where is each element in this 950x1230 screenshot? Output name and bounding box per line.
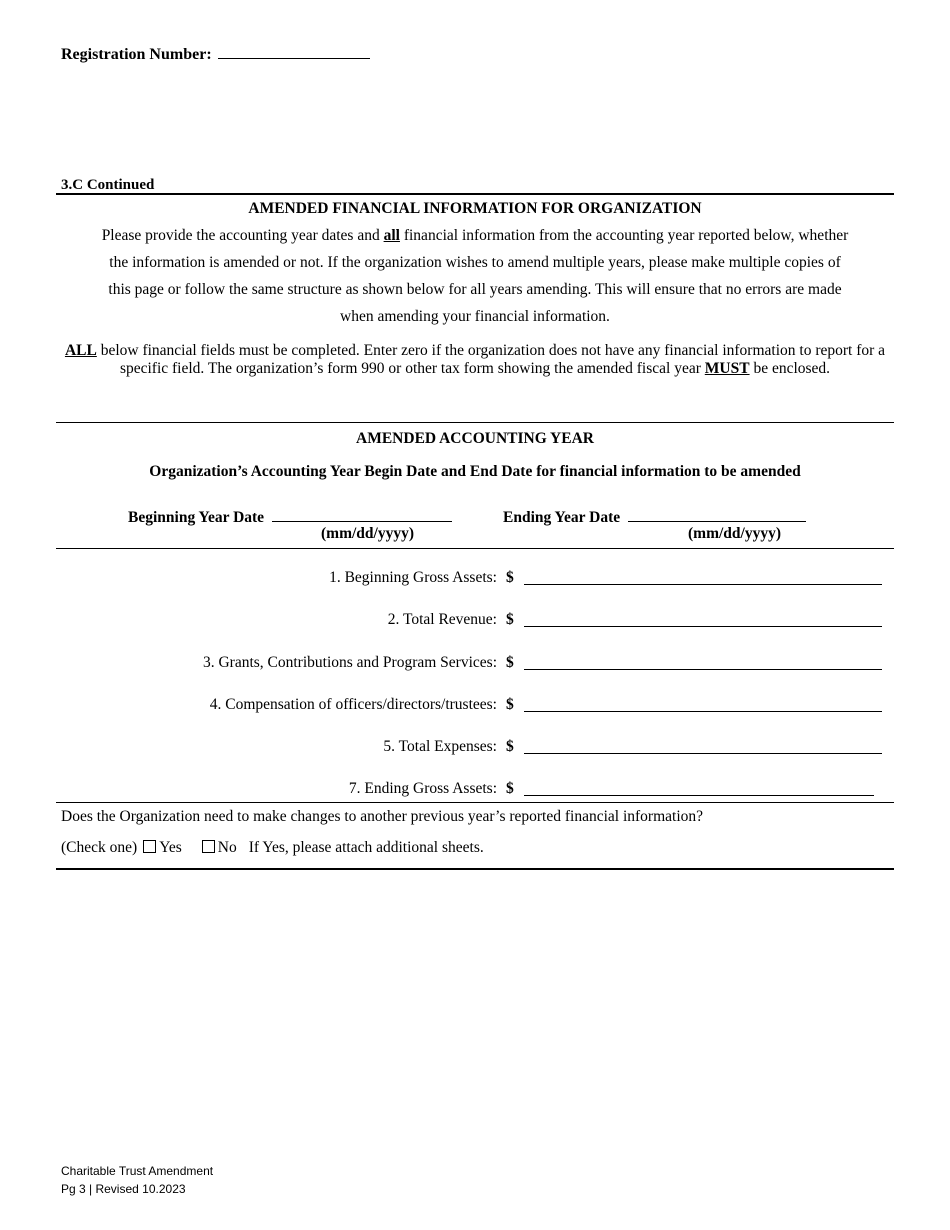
footer-form-name: Charitable Trust Amendment bbox=[61, 1164, 214, 1178]
divider-top bbox=[56, 193, 894, 195]
beginning-date-format: (mm/dd/yyyy) bbox=[321, 525, 414, 542]
yes-checkbox[interactable] bbox=[143, 840, 156, 853]
field-label-compensation: 4. Compensation of officers/directors/trustees: bbox=[209, 696, 497, 713]
dollar-sign: $ bbox=[506, 696, 514, 713]
no-checkbox[interactable] bbox=[202, 840, 215, 853]
dollar-sign: $ bbox=[506, 738, 514, 755]
ending-year-date-row bbox=[503, 507, 806, 527]
dollar-sign: $ bbox=[506, 780, 514, 797]
divider-accounting-year bbox=[56, 422, 894, 423]
field-label-beginning-gross-assets: 1. Beginning Gross Assets: bbox=[329, 569, 497, 586]
dollar-sign: $ bbox=[506, 611, 514, 628]
ending-date-format: (mm/dd/yyyy) bbox=[688, 525, 781, 542]
divider-bottom bbox=[56, 868, 894, 870]
accounting-year-subtitle: Organization’s Accounting Year Begin Date and End Date for financial information to be amended bbox=[149, 463, 801, 480]
section-label: 3.C Continued bbox=[61, 177, 155, 193]
compensation-field[interactable] bbox=[524, 711, 882, 712]
financial-info-title: AMENDED FINANCIAL INFORMATION FOR ORGANIZATION bbox=[248, 200, 702, 217]
ending-year-date-label: Ending Year Date bbox=[503, 509, 621, 526]
attach-instruction: If Yes, please attach additional sheets. bbox=[248, 839, 484, 856]
registration-number-label: Registration Number: bbox=[61, 46, 212, 63]
beginning-year-date-label: Beginning Year Date bbox=[128, 509, 265, 526]
registration-number-field[interactable] bbox=[218, 44, 370, 59]
beginning-year-date-field[interactable] bbox=[272, 507, 452, 522]
check-one-label: (Check one) bbox=[61, 839, 138, 856]
field-label-ending-gross-assets: 7. Ending Gross Assets: bbox=[348, 780, 497, 797]
field-label-total-expenses: 5. Total Expenses: bbox=[383, 738, 497, 755]
total-expenses-field[interactable] bbox=[524, 753, 882, 754]
field-label-grants-contributions: 3. Grants, Contributions and Program Services: bbox=[202, 654, 497, 671]
registration-number-row bbox=[61, 44, 370, 64]
beginning-gross-assets-field[interactable] bbox=[524, 584, 882, 585]
yes-label: Yes bbox=[159, 839, 182, 856]
divider-question bbox=[56, 802, 894, 803]
requirements-note: ALL below financial fields must be completed. Enter zero if the organization does not have any financial information to report for a specific field. The organization’s form 990 or other tax form showing the amended fiscal year MUST be enclosed. bbox=[64, 342, 886, 377]
total-revenue-field[interactable] bbox=[524, 626, 882, 627]
divider-financial-fields bbox=[56, 548, 894, 549]
field-label-total-revenue: 2. Total Revenue: bbox=[387, 611, 497, 628]
footer-page-info: Pg 3 | Revised 10.2023 bbox=[61, 1182, 186, 1196]
dollar-sign: $ bbox=[506, 654, 514, 671]
accounting-year-title: AMENDED ACCOUNTING YEAR bbox=[356, 430, 594, 447]
beginning-year-date-row bbox=[128, 507, 452, 527]
previous-year-question: Does the Organization need to make changes to another previous year’s reported financial information? bbox=[61, 808, 704, 825]
no-label: No bbox=[217, 839, 237, 856]
ending-gross-assets-field[interactable] bbox=[524, 795, 874, 796]
grants-contributions-field[interactable] bbox=[524, 669, 882, 670]
ending-year-date-field[interactable] bbox=[628, 507, 806, 522]
dollar-sign: $ bbox=[506, 569, 514, 586]
check-one-row bbox=[61, 839, 484, 857]
instructions-paragraph: Please provide the accounting year dates and all financial information from the accounting year reported below, whether the information is amended or not. If the organization wishes to amend multiple years, please make multiple copies of this page or follow the same structure as shown below for all years amending. This will ensure that no errors are made when amending your financial information. bbox=[101, 227, 849, 325]
